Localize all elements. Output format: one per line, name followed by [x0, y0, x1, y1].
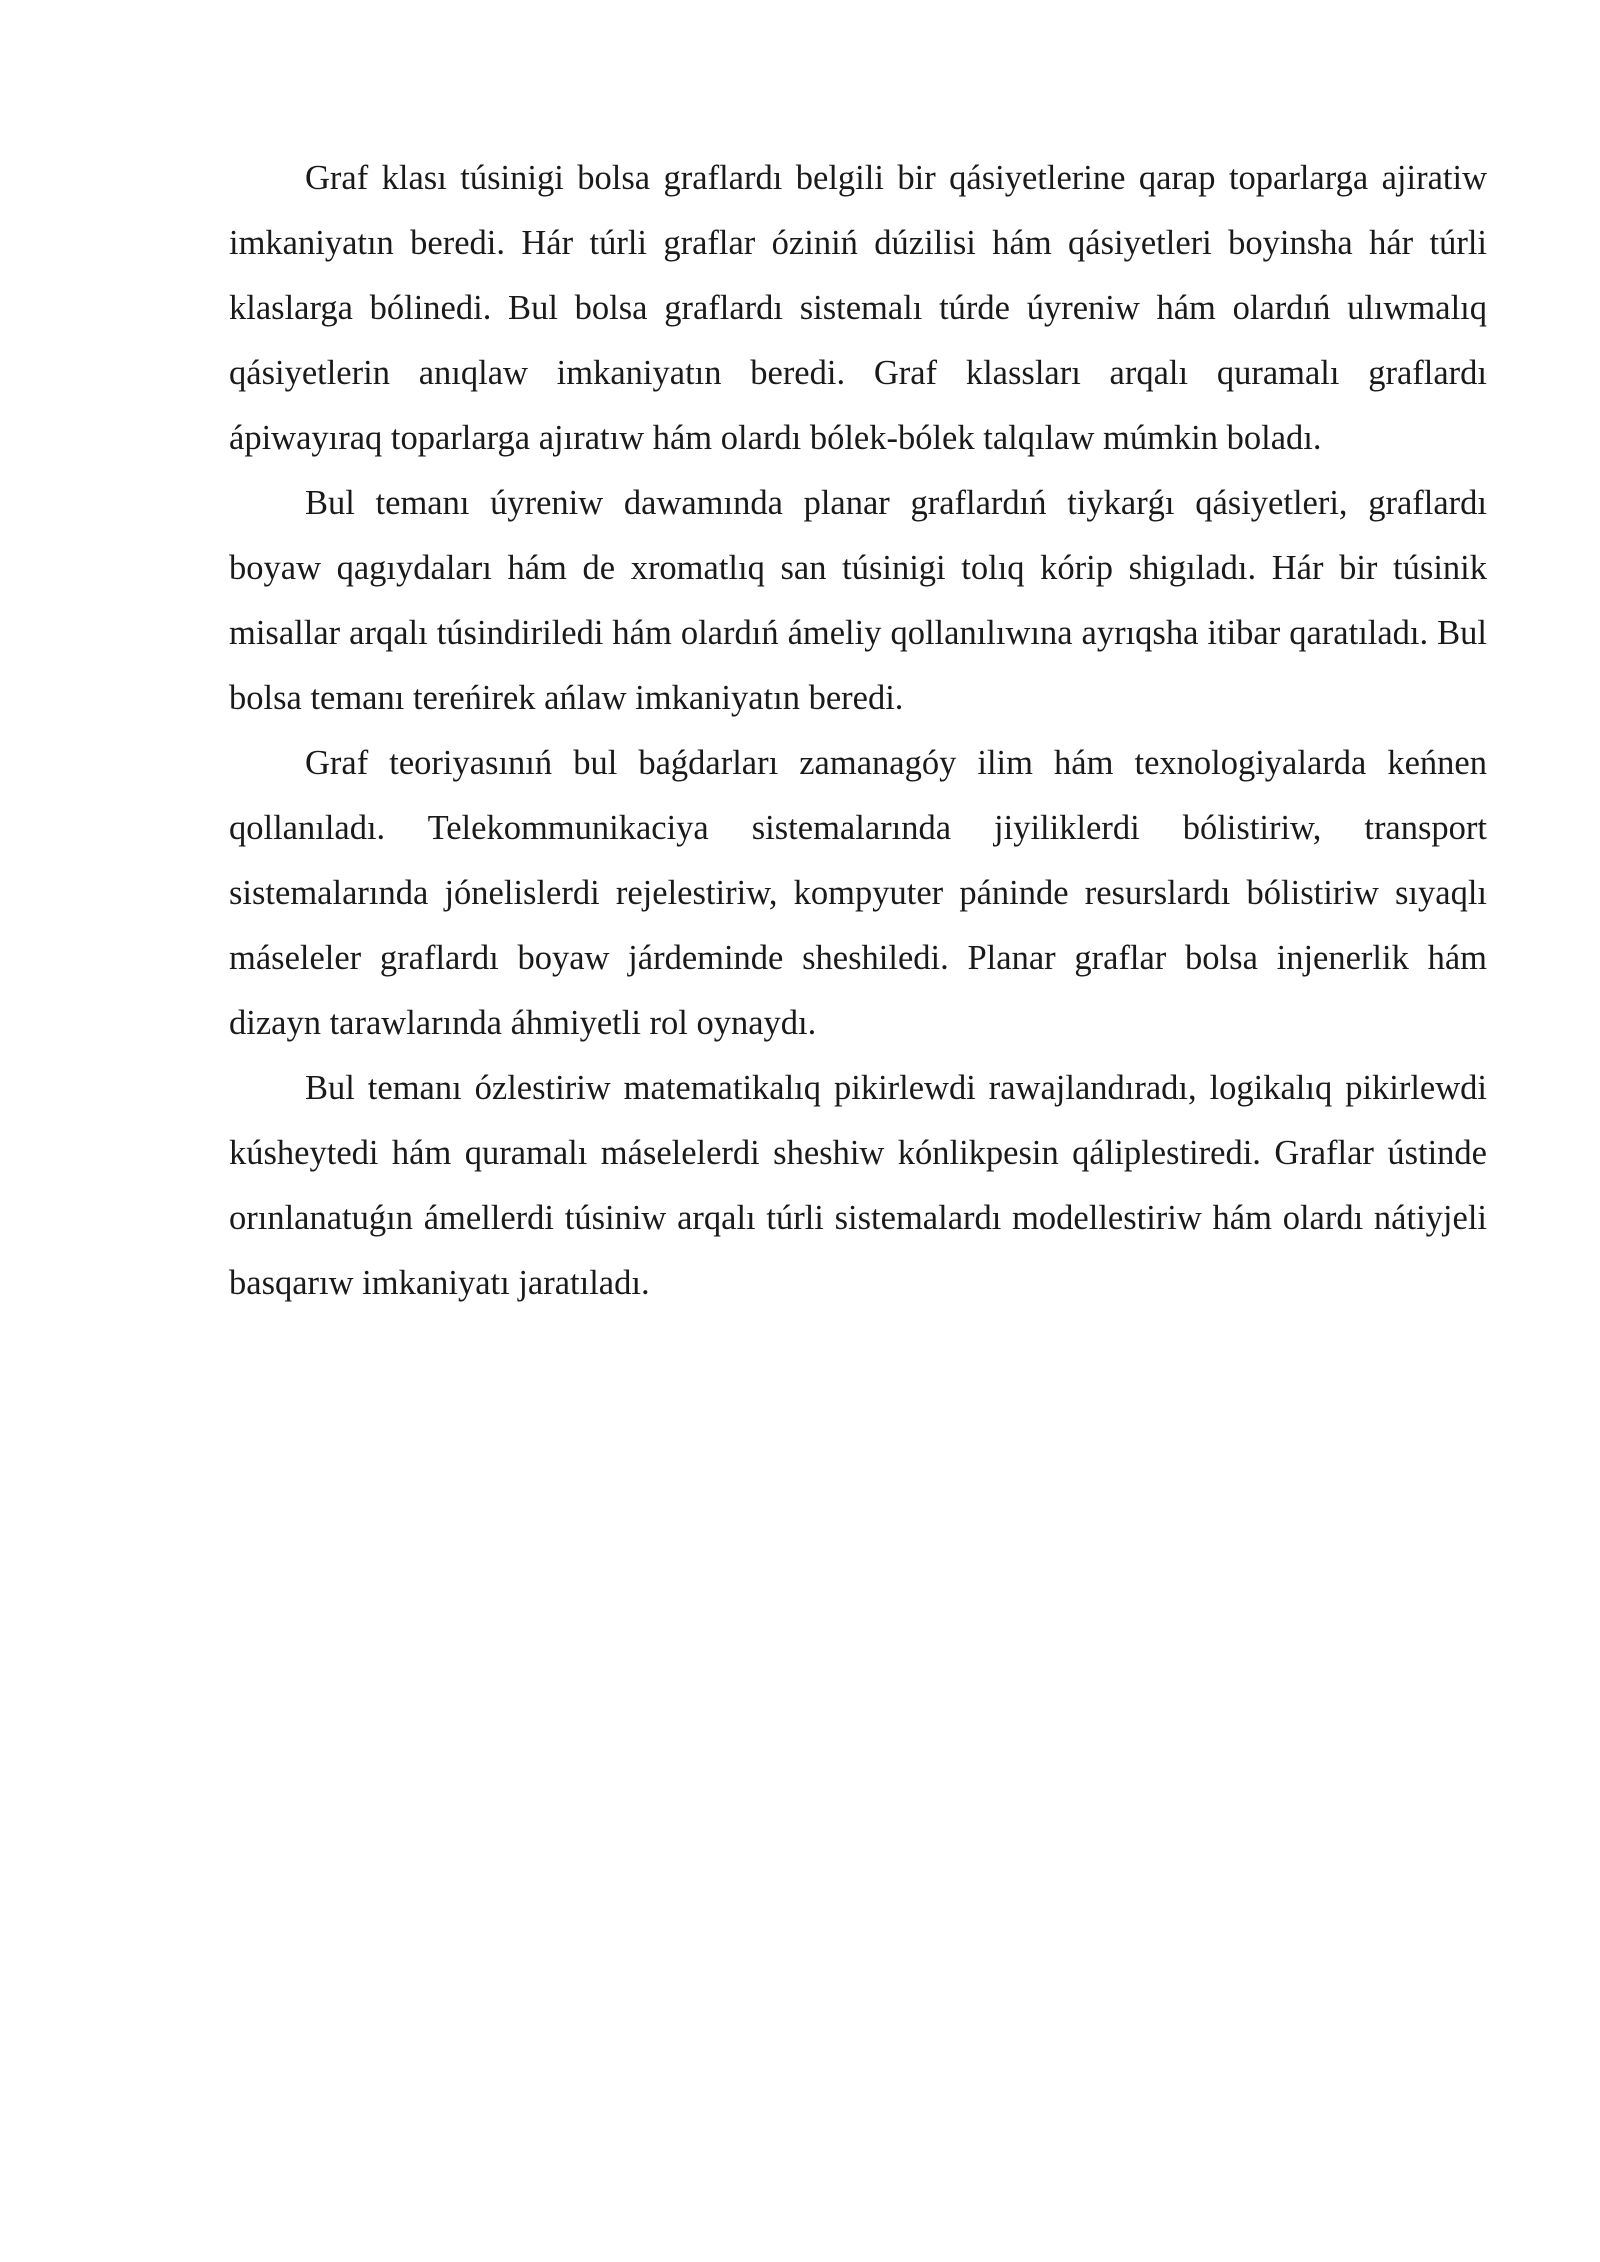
document-body — [229, 146, 1487, 1316]
paragraph: Bul temanı ózlestiriw matematikalıq pikirlewdi rawajlandıradı, logikalıq pikirlewdi kúsheytedi hám quramalı máselelerdi sheshiw kónlikpesin qáliplestiredi. Graflar ústinde orınlanatuǵın ámellerdi túsiniw arqalı túrli sistemalardı modellestiriw hám olardı nátiyjeli basqarıw imkaniyatı jaratıladı. — [229, 1069, 1487, 1302]
paragraph: Bul temanı úyreniw dawamında planar graflardıń tiykarǵı qásiyetleri, graflardı boyaw qagıydaları hám de xromatlıq san túsinigi tolıq kórip shigıladı. Hár bir túsinik misallar arqalı túsindiriledi hám olardıń ámeliy qollanılıwına ayrıqsha itibar qaratıladı. Bul bolsa temanı tereńirek ańlaw imkaniyatın beredi. — [229, 484, 1487, 717]
paragraph: Graf teoriyasınıń bul baǵdarları zamanagóy ilim hám texnologiyalarda keńnen qollanıladı. Telekommunikaciya sistemalarında jiyiliklerdi bólistiriw, transport sistemalarında jónelislerdi rejelestiriw, kompyuter páninde resurslardı bólistiriw sıyaqlı máseleler graflardı boyaw járdeminde sheshiledi. Planar graflar bolsa injenerlik hám dizayn tarawlarında áhmiyetli rol oynaydı. — [229, 744, 1487, 1042]
paragraph: Graf klası túsinigi bolsa graflardı belgili bir qásiyetlerine qarap toparlarga ajiratiw imkaniyatın beredi. Hár túrli graflar óziniń dúzilisi hám qásiyetleri boyinsha hár túrli klaslarga bólinedi. Bul bolsa graflardı sistemalı túrde úyreniw hám olardıń ulıwmalıq qásiyetlerin anıqlaw imkaniyatın beredi. Graf klassları arqalı quramalı graflardı ápiwayıraq toparlarga ajıratıw hám olardı bólek-bólek talqılaw múmkin boladı. — [229, 159, 1487, 457]
